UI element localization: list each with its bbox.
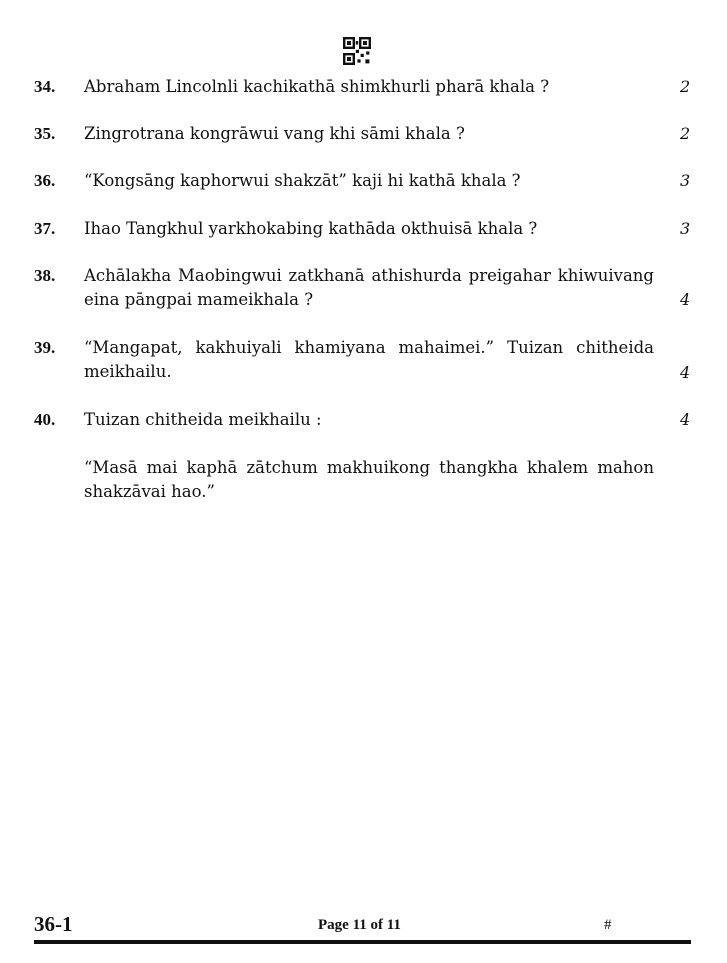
question-text: Achālakha Maobingwui zatkhanā athishurda preigahar khiwuivang eina pāngpai mameikhala ?: [84, 266, 654, 309]
footer-rule: [34, 940, 691, 944]
paper-code: 36-1: [34, 912, 73, 936]
question-number: 37.: [34, 219, 56, 238]
question-marks: 4: [680, 410, 691, 429]
page-number: Page 11 of 11: [318, 917, 401, 933]
question-number: 40.: [34, 410, 56, 429]
question-marks: 4: [680, 290, 691, 309]
question-marks: 3: [680, 171, 691, 190]
qr-code-icon: [343, 37, 371, 65]
question-text: Tuizan chitheida meikhailu :: [84, 410, 322, 429]
question-marks: 2: [680, 77, 691, 96]
question-number: 36.: [34, 171, 56, 190]
question-number: 35.: [34, 124, 56, 143]
question-text: Abraham Lincolnli kachikathā shimkhurli pharā khala ?: [84, 77, 550, 96]
question-number: 39.: [34, 338, 56, 357]
question-text: “Mangapat, kakhuiyali khamiyana mahaimei.” Tuizan chitheida meikhailu.: [84, 338, 654, 381]
footer-hash: #: [604, 917, 612, 933]
question-text: Ihao Tangkhul yarkhokabing kathāda okthuisā khala ?: [84, 219, 538, 238]
question-text: “Kongsāng kaphorwui shakzāt” kaji hi kathā khala ?: [84, 171, 521, 190]
question-marks: 2: [680, 124, 691, 143]
question-40-quote: “Masā mai kaphā zātchum makhuikong thangkha khalem mahon shakzāvai hao.”: [84, 458, 654, 501]
question-text: Zingrotrana kongrāwui vang khi sāmi khala ?: [84, 124, 465, 143]
question-number: 38.: [34, 266, 56, 285]
question-marks: 3: [680, 219, 691, 238]
question-marks: 4: [680, 363, 691, 382]
question-number: 34.: [34, 77, 56, 96]
